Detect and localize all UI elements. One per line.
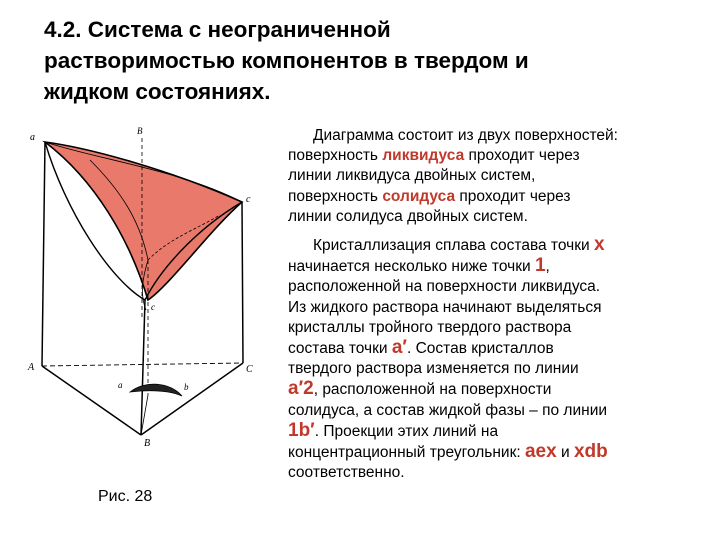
base-projection	[130, 384, 182, 396]
p2-line-3: расположенной на поверхности ликвидуса.	[288, 278, 601, 296]
figure-caption: Рис. 28	[98, 488, 153, 505]
symbol-aex: aex	[524, 441, 557, 463]
p2-line-10	[288, 421, 708, 442]
term-liquidus: ликвидуса	[382, 147, 465, 165]
label-A: A	[28, 362, 35, 373]
p1-line-2-pre: поверхность	[288, 147, 383, 165]
prism-edge-a	[42, 142, 45, 366]
phase-diagram-figure	[20, 120, 290, 540]
base-edge-ab	[42, 366, 141, 435]
p2-line-2-post: ,	[545, 258, 550, 276]
p2-line-2	[288, 256, 708, 277]
p2-line-1	[288, 235, 708, 256]
label-a: a	[118, 380, 123, 390]
p2-line-8	[288, 379, 708, 400]
p2-line-6	[288, 338, 708, 359]
label-c: c	[151, 302, 155, 312]
label-B: B	[144, 438, 151, 449]
title-line-1: 4.2. Система с неограниченной	[44, 17, 391, 42]
symbol-a-prime-2: a′2	[288, 378, 314, 400]
symbol-a-prime: a′	[391, 337, 407, 359]
p2-line-6-pre: состава точки	[288, 340, 392, 358]
base-edge-bc	[141, 363, 243, 435]
p2-line-11	[288, 442, 708, 463]
p2-line-1-pre: Кристаллизация сплава состава точки	[313, 237, 594, 255]
p2-line-9: солидуса, а состав жидкой фазы – по линии	[288, 401, 608, 419]
label-a1: а	[30, 132, 35, 143]
p1-line-2-post: проходит через	[464, 147, 580, 165]
slide-title	[44, 14, 684, 107]
p2-line-4: Из жидкого раствора начинают выделяться	[288, 298, 602, 316]
term-solidus: солидуса	[382, 187, 456, 205]
label-c1: с	[246, 194, 251, 205]
label-b: b	[184, 382, 189, 392]
p1-line-5: линии солидуса двойных систем.	[288, 207, 528, 225]
title-line-3: жидком состояниях.	[44, 79, 271, 104]
prism-edge-c	[242, 202, 243, 363]
p1-line-2	[288, 146, 708, 166]
ternary-prism-drawing	[20, 120, 290, 540]
p2-line-12: соответственно.	[288, 464, 405, 482]
p1-line-4-post: проходит через	[455, 187, 571, 205]
p2-line-11-mid: и	[556, 444, 574, 462]
p1-line-3: линии ликвидуса двойных систем,	[288, 167, 536, 185]
p2-line-11-pre: концентрационный треугольник:	[288, 444, 525, 462]
title-line-2: растворимостью компонентов в твердом и	[44, 48, 529, 73]
p2-line-5: кристаллы тройного твердого раствора	[288, 318, 572, 336]
p1-line-4-pre: поверхность	[288, 187, 383, 205]
body-text	[288, 126, 708, 483]
symbol-1b-prime: 1b′	[288, 419, 315, 441]
symbol-x: x	[593, 234, 605, 256]
p2-line-8-post: , расположенной на поверхности	[313, 381, 552, 399]
label-C: C	[246, 364, 253, 375]
p1-line-4	[288, 187, 708, 207]
symbol-1: 1	[534, 255, 546, 277]
p2-line-10-post: . Проекции этих линий на	[314, 422, 499, 440]
label-b1: В	[137, 126, 143, 136]
p2-line-2-pre: начинается несколько ниже точки	[288, 258, 535, 276]
p2-line-7: твердого раствора изменяется по линии	[288, 360, 579, 378]
p2-line-6-post: . Состав кристаллов	[406, 340, 554, 358]
symbol-xdb: xdb	[573, 441, 608, 463]
p1-line-1: Диаграмма состоит из двух поверхностей:	[313, 127, 618, 144]
